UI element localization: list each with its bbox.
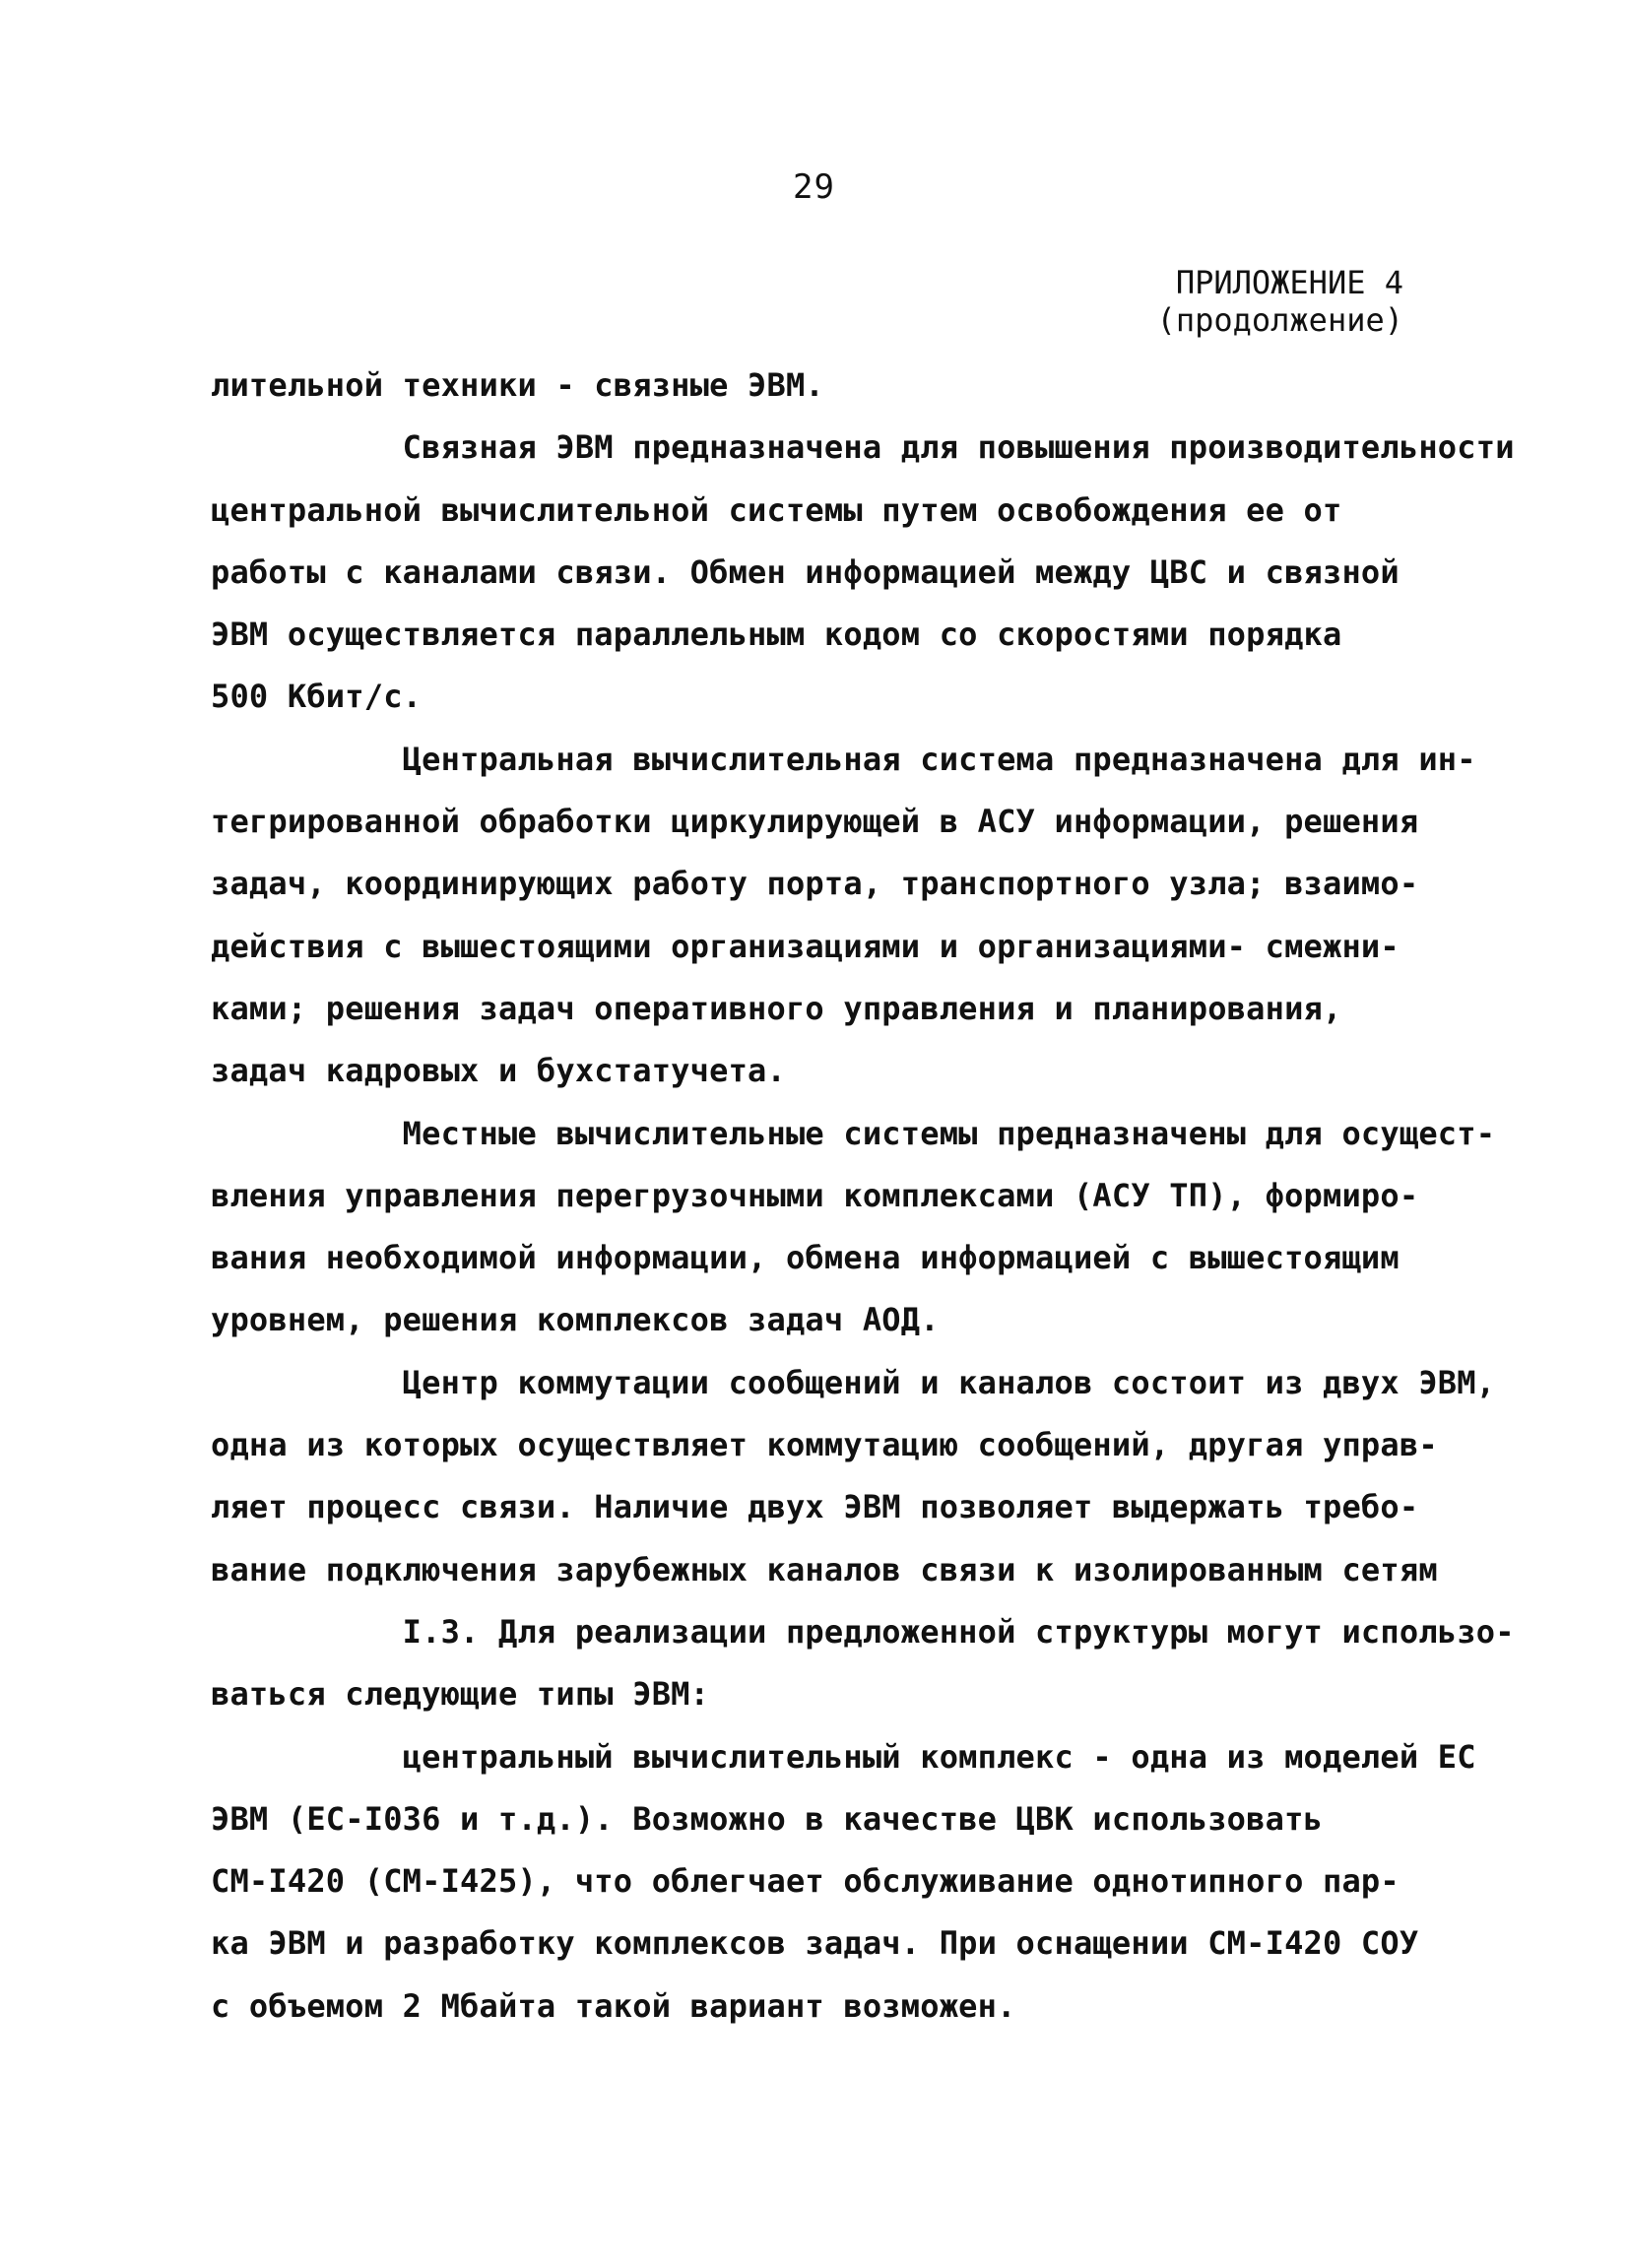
text-line: ЭВМ (ЕС-I036 и т.д.). Возможно в качестве ЦВК использовать bbox=[211, 1799, 1324, 1838]
text-line: 500 Кбит/с. bbox=[211, 678, 423, 716]
text-line: I.3. Для реализации предложенной структуры могут использо- bbox=[211, 1612, 1515, 1651]
text-line: одна из которых осуществляет коммутацию сообщений, другая управ- bbox=[211, 1426, 1438, 1464]
text-line: действия с вышестоящими организациями и организациями- смежни- bbox=[211, 927, 1400, 965]
text-line: лительной техники - связные ЭВМ. bbox=[211, 366, 824, 404]
text-line: задач, координирующих работу порта, транспортного узла; взаимо- bbox=[211, 865, 1419, 903]
text-line: Местные вычислительные системы предназначены для осущест- bbox=[211, 1114, 1496, 1152]
text-line: ЭВМ осуществляется параллельным кодом со скоростями порядка bbox=[211, 616, 1342, 654]
appendix-subtitle: (продолжение) bbox=[1156, 301, 1403, 339]
page-number: 29 bbox=[793, 167, 835, 207]
text-line: уровнем, решения комплексов задач АОД. bbox=[211, 1301, 940, 1339]
body-text bbox=[211, 355, 1515, 2038]
text-line: Связная ЭВМ предназначена для повышения производительности bbox=[211, 428, 1515, 467]
text-line: ляет процесс связи. Наличие двух ЭВМ позволяет выдержать требо- bbox=[211, 1488, 1419, 1526]
text-line: задач кадровых и бухстатучета. bbox=[211, 1052, 786, 1090]
text-line: Центральная вычислительная система предназначена для ин- bbox=[211, 740, 1476, 778]
text-line: СМ-I420 (СМ-I425), что облегчает обслуживание однотипного пар- bbox=[211, 1862, 1400, 1901]
text-line: ками; решения задач оперативного управления и планирования, bbox=[211, 989, 1342, 1027]
text-line: вания необходимой информации, обмена информацией с вышестоящим bbox=[211, 1239, 1400, 1277]
text-line: Центр коммутации сообщений и каналов состоит из двух ЭВМ, bbox=[211, 1363, 1496, 1401]
text-line: тегрированной обработки циркулирующей в АСУ информации, решения bbox=[211, 803, 1419, 841]
text-line: вления управления перегрузочными комплексами (АСУ ТП), формиро- bbox=[211, 1176, 1419, 1214]
text-line: ка ЭВМ и разработку комплексов задач. При оснащении СМ-I420 СОУ bbox=[211, 1924, 1419, 1963]
appendix-heading bbox=[1157, 264, 1403, 339]
text-line: ваться следующие типы ЭВМ: bbox=[211, 1675, 710, 1714]
text-line: центральной вычислительной системы путем освобождения ее от bbox=[211, 490, 1342, 529]
text-line: вание подключения зарубежных каналов связи к изолированным сетям bbox=[211, 1550, 1438, 1588]
text-line: центральный вычислительный комплекс - одна из моделей ЕС bbox=[211, 1737, 1476, 1776]
appendix-title: ПРИЛОЖЕНИЕ 4 bbox=[1175, 264, 1403, 301]
text-line: работы с каналами связи. Обмен информацией между ЦВС и связной bbox=[211, 552, 1400, 591]
text-line: с объемом 2 Мбайта такой вариант возможен. bbox=[211, 1986, 1016, 2025]
